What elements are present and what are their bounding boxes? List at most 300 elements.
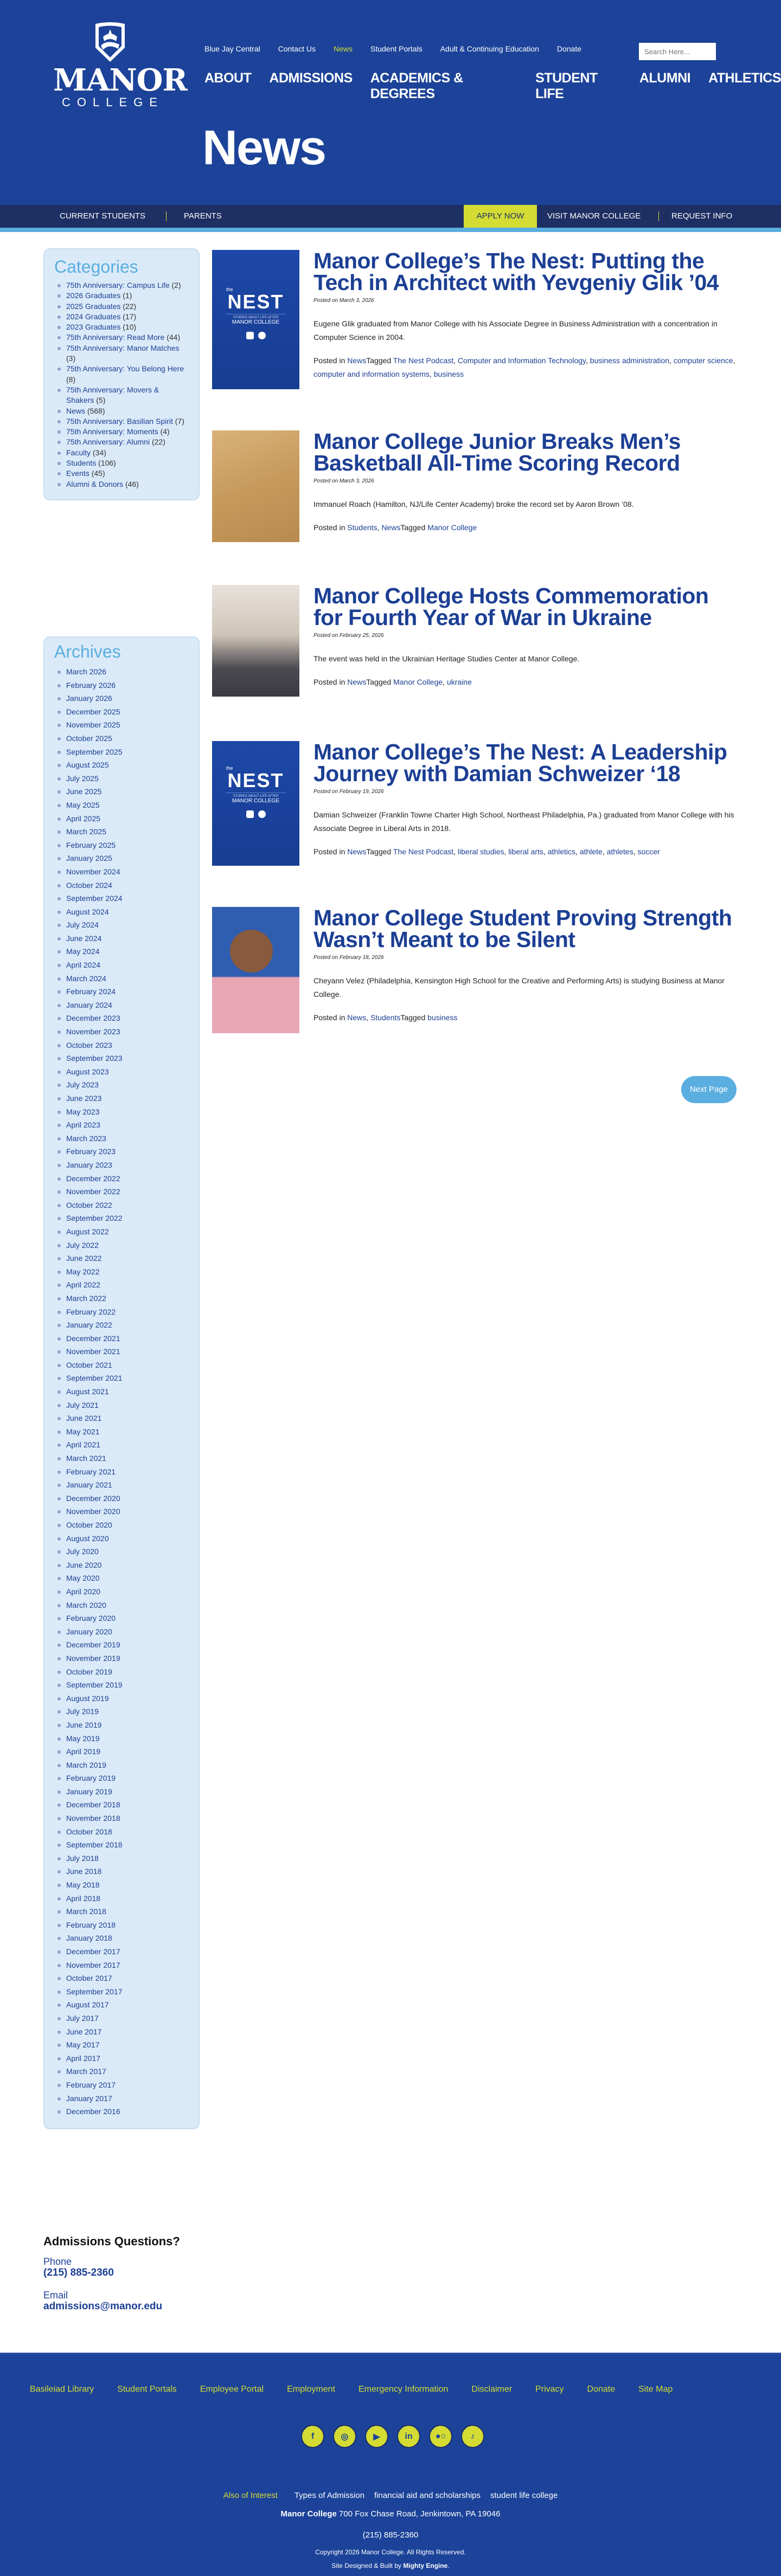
archive-item xyxy=(66,1305,189,1319)
archive-link[interactable]: September 2021 xyxy=(66,1374,123,1383)
youtube-icon[interactable]: ▶ xyxy=(365,2425,388,2448)
archive-item xyxy=(66,1278,189,1292)
archive-link[interactable]: January 2025 xyxy=(66,854,112,863)
tiktok-icon[interactable]: ♪ xyxy=(461,2425,484,2448)
archive-link[interactable]: May 2025 xyxy=(66,800,100,809)
archive-item xyxy=(66,1199,189,1212)
post-body xyxy=(313,741,739,859)
linkedin-icon[interactable]: in xyxy=(397,2425,420,2448)
archive-link[interactable]: May 2023 xyxy=(66,1107,100,1116)
archive-item xyxy=(66,745,189,759)
category-link[interactable]: 75th Anniversary: Read More xyxy=(66,333,165,342)
archive-item xyxy=(66,1412,189,1425)
post-title[interactable]: Manor College’s The Nest: Putting the Tech in Architect with Yevgeniy Glik ’04 xyxy=(313,248,719,295)
archive-link[interactable]: March 2021 xyxy=(66,1454,106,1463)
post-title[interactable]: Manor College Student Proving Strength Wasn’t Meant to be Silent xyxy=(313,905,732,952)
post-excerpt: The event was held in the Ukrainian Heritage Studies Center at Manor College. xyxy=(313,654,580,663)
archive-item xyxy=(66,1039,189,1052)
archive-link[interactable]: September 2023 xyxy=(66,1054,123,1063)
archive-link[interactable]: August 2024 xyxy=(66,907,109,916)
utility-nav xyxy=(204,44,599,53)
facebook-icon[interactable]: f xyxy=(301,2425,324,2448)
archive-link[interactable]: April 2023 xyxy=(66,1120,101,1130)
archive-link[interactable]: March 2022 xyxy=(66,1293,106,1303)
archive-link[interactable]: May 2020 xyxy=(66,1574,100,1583)
post-excerpt: Eugene Glik graduated from Manor College with his Associate Degree in Business Administration with a concentration in Computer Science in 2004. xyxy=(313,319,718,342)
post-category-link[interactable]: News xyxy=(347,847,367,856)
archive-item xyxy=(66,1852,189,1865)
category-link[interactable]: 75th Anniversary: Campus Life xyxy=(66,281,170,289)
post-tag-link[interactable]: Manor College xyxy=(427,523,477,532)
credit xyxy=(0,2562,781,2569)
category-link[interactable]: Students xyxy=(66,459,97,468)
archive-link[interactable]: June 2017 xyxy=(66,2027,102,2036)
category-item xyxy=(66,301,189,312)
utility-link[interactable]: News xyxy=(333,44,353,53)
archive-link[interactable]: January 2017 xyxy=(66,2094,112,2103)
archive-link[interactable]: January 2026 xyxy=(66,694,112,703)
main-nav-item[interactable]: ALUMNI xyxy=(639,70,691,86)
archive-item xyxy=(66,1012,189,1025)
archive-item xyxy=(66,812,189,826)
footer-link[interactable]: Privacy xyxy=(535,2385,564,2394)
post-category-link[interactable]: News xyxy=(347,678,367,686)
post-title[interactable]: Manor College Junior Breaks Men’s Basketball All-Time Scoring Record xyxy=(313,429,681,475)
archive-link[interactable]: May 2022 xyxy=(66,1267,100,1276)
copyright: Copyright 2026 Manor College. All Rights Reserved. xyxy=(315,2548,466,2556)
archive-item xyxy=(66,1931,189,1945)
archive-link[interactable]: October 2023 xyxy=(66,1040,112,1049)
parents-link[interactable]: PARENTS xyxy=(184,211,222,221)
archive-link[interactable]: November 2019 xyxy=(66,1653,120,1663)
post-title[interactable]: Manor College’s The Nest: A Leadership Journey with Damian Schweizer ‘18 xyxy=(313,739,727,786)
archive-link[interactable]: July 2025 xyxy=(66,774,99,783)
archive-link[interactable]: September 2022 xyxy=(66,1214,123,1223)
archive-link[interactable]: August 2020 xyxy=(66,1534,109,1543)
post-thumbnail[interactable] xyxy=(212,907,299,1033)
archive-link[interactable]: February 2020 xyxy=(66,1614,116,1623)
category-link[interactable]: 2025 Graduates xyxy=(66,301,121,311)
spotify-icon xyxy=(258,810,266,818)
archive-link[interactable]: August 2025 xyxy=(66,761,109,770)
instagram-icon[interactable]: ◎ xyxy=(333,2425,356,2448)
archive-link[interactable]: July 2020 xyxy=(66,1547,99,1556)
archive-link[interactable]: June 2023 xyxy=(66,1094,102,1103)
post-thumbnail[interactable] xyxy=(212,430,299,542)
archive-link[interactable]: October 2019 xyxy=(66,1667,112,1676)
archive-item xyxy=(66,1812,189,1825)
footer-link[interactable]: Disclaimer xyxy=(471,2385,513,2394)
archive-item xyxy=(66,1345,189,1358)
archive-item xyxy=(66,958,189,972)
footer-link[interactable]: Donate xyxy=(587,2385,616,2394)
archive-link[interactable]: September 2017 xyxy=(66,1987,123,1996)
archive-link[interactable]: June 2018 xyxy=(66,1867,102,1876)
archive-link[interactable]: June 2025 xyxy=(66,787,102,796)
main-nav-item[interactable]: ADMISSIONS xyxy=(269,70,353,86)
category-link[interactable]: 75th Anniversary: Moments xyxy=(66,427,158,436)
category-count: (34) xyxy=(93,448,106,457)
logo-subtitle: COLLEGE xyxy=(62,95,164,109)
archive-link[interactable]: January 2024 xyxy=(66,1000,112,1009)
footer-link[interactable]: Employment xyxy=(287,2385,335,2394)
archive-item xyxy=(66,1385,189,1399)
post-category-link[interactable]: News xyxy=(347,356,367,365)
tagged-label: Tagged xyxy=(400,523,428,532)
archive-link[interactable]: December 2017 xyxy=(66,1947,120,1956)
footer-link[interactable]: Emergency Information xyxy=(359,2385,449,2394)
archive-link[interactable]: November 2023 xyxy=(66,1027,120,1036)
post-thumbnail[interactable] xyxy=(212,585,299,697)
archive-link[interactable]: August 2023 xyxy=(66,1067,109,1076)
archive-item xyxy=(66,758,189,772)
archive-item xyxy=(66,679,189,692)
archive-link[interactable]: November 2024 xyxy=(66,867,120,876)
category-link[interactable]: Events xyxy=(66,469,89,478)
archive-item xyxy=(66,2025,189,2039)
category-link[interactable]: News xyxy=(66,406,86,415)
archive-item xyxy=(66,2052,189,2065)
archive-link[interactable]: March 2019 xyxy=(66,1760,106,1769)
archive-link[interactable]: March 2026 xyxy=(66,667,106,676)
archive-item xyxy=(66,1478,189,1492)
archive-item xyxy=(66,918,189,932)
archive-item xyxy=(66,1959,189,1972)
archive-item xyxy=(66,1425,189,1439)
main-nav-item[interactable]: ATHLETICS xyxy=(708,70,781,86)
archive-link[interactable]: July 2018 xyxy=(66,1853,99,1863)
podcast-icons xyxy=(212,810,299,818)
archive-link[interactable]: February 2017 xyxy=(66,2080,116,2089)
archive-link[interactable]: December 2023 xyxy=(66,1014,120,1023)
post-title[interactable]: Manor College Hosts Commemoration for Fourth Year of War in Ukraine xyxy=(313,583,709,630)
archive-item xyxy=(66,1239,189,1252)
post-tag-link[interactable]: soccer xyxy=(637,847,660,856)
archive-link[interactable]: December 2016 xyxy=(66,2107,120,2116)
post-tag-link[interactable]: Computer and Information Technology xyxy=(457,356,586,365)
archive-item xyxy=(66,1492,189,1505)
archive-link[interactable]: October 2018 xyxy=(66,1827,112,1836)
category-count: (2) xyxy=(171,281,181,289)
nest-the: the xyxy=(226,765,233,771)
archive-link[interactable]: April 2017 xyxy=(66,2053,101,2063)
archive-link[interactable]: January 2023 xyxy=(66,1160,112,1169)
archive-link[interactable]: July 2022 xyxy=(66,1240,99,1250)
phone-link[interactable]: (215) 885-2360 xyxy=(43,2267,114,2278)
post-thumbnail[interactable] xyxy=(212,741,299,866)
utility-link[interactable]: Blue Jay Central xyxy=(204,44,260,53)
category-count: (44) xyxy=(167,333,181,342)
archive-link[interactable]: December 2020 xyxy=(66,1493,120,1503)
archive-item xyxy=(66,1185,189,1199)
category-link[interactable]: 75th Anniversary: Manor Matches xyxy=(66,343,180,352)
archive-item xyxy=(66,1825,189,1839)
archive-link[interactable]: January 2019 xyxy=(66,1787,112,1796)
archive-link[interactable]: October 2025 xyxy=(66,733,112,743)
category-item xyxy=(66,332,189,343)
posted-in-label: Posted in xyxy=(313,847,348,856)
credit-link[interactable]: Mighty Engine xyxy=(403,2562,448,2569)
category-item xyxy=(66,280,189,291)
post-tag-link[interactable]: business administration xyxy=(590,356,670,365)
post-tag-link[interactable]: liberal studies xyxy=(457,847,504,856)
archive-link[interactable]: October 2020 xyxy=(66,1521,112,1529)
category-item xyxy=(66,291,189,301)
post-tag-link[interactable]: The Nest Podcast xyxy=(393,356,454,365)
category-item xyxy=(66,437,189,447)
archive-link[interactable]: March 2018 xyxy=(66,1907,106,1916)
footer-link[interactable]: Basileiad Library xyxy=(30,2385,94,2394)
archive-item xyxy=(66,1838,189,1852)
category-item xyxy=(66,385,189,406)
post-tag-link[interactable]: computer and information systems xyxy=(313,370,430,378)
archive-link[interactable]: February 2018 xyxy=(66,1920,116,1929)
utility-link[interactable]: Contact Us xyxy=(278,44,316,53)
archive-link[interactable]: February 2023 xyxy=(66,1147,116,1156)
post-tag-link[interactable]: The Nest Podcast xyxy=(393,847,454,856)
archive-link[interactable]: January 2020 xyxy=(66,1627,112,1636)
archive-link[interactable]: May 2019 xyxy=(66,1734,100,1743)
archive-link[interactable]: April 2021 xyxy=(66,1440,101,1450)
post-tag-link[interactable]: athlete xyxy=(579,847,603,856)
archive-item xyxy=(66,1452,189,1465)
categories-widget xyxy=(43,248,200,500)
request-info-link[interactable]: REQUEST INFO xyxy=(671,211,733,221)
category-link[interactable]: 75th Anniversary: Movers & Shakers xyxy=(66,385,159,405)
archive-link[interactable]: June 2024 xyxy=(66,933,102,943)
archive-link[interactable]: May 2024 xyxy=(66,947,100,956)
archive-item xyxy=(66,1078,189,1092)
archive-item xyxy=(66,1865,189,1878)
archive-item xyxy=(66,1438,189,1452)
credit-suffix: . xyxy=(447,2562,450,2569)
apply-now-button[interactable]: APPLY NOW xyxy=(464,205,537,228)
category-count: (4) xyxy=(160,427,170,436)
archive-link[interactable]: June 2020 xyxy=(66,1560,102,1569)
archive-link[interactable]: September 2025 xyxy=(66,747,123,756)
archive-link[interactable]: July 2024 xyxy=(66,920,99,930)
category-item xyxy=(66,416,189,427)
archive-item xyxy=(66,1705,189,1718)
archive-item xyxy=(66,1132,189,1145)
footer-link[interactable]: Site Map xyxy=(638,2385,673,2394)
post-tag-link[interactable]: ukraine xyxy=(446,678,472,686)
admissions-contact xyxy=(43,2234,180,2323)
visit-link[interactable]: VISIT MANOR COLLEGE xyxy=(547,211,641,221)
utility-link[interactable]: Adult & Continuing Education xyxy=(440,44,539,53)
archive-link[interactable]: September 2018 xyxy=(66,1840,123,1850)
footer-link[interactable]: Employee Portal xyxy=(200,2385,264,2394)
post-tag-link[interactable]: computer science xyxy=(673,356,733,365)
email-link[interactable]: admissions@manor.edu xyxy=(43,2301,163,2312)
post-category-link[interactable]: Students xyxy=(370,1013,401,1022)
archive-link[interactable]: April 2024 xyxy=(66,961,101,970)
archive-item xyxy=(66,1025,189,1039)
archive-link[interactable]: November 2020 xyxy=(66,1507,120,1516)
archive-link[interactable]: June 2019 xyxy=(66,1720,102,1729)
archive-link[interactable]: December 2025 xyxy=(66,707,120,716)
archive-link[interactable]: July 2023 xyxy=(66,1080,99,1090)
category-link[interactable]: 75th Anniversary: Basilian Spirit xyxy=(66,416,173,426)
post-tag-link[interactable]: athletes xyxy=(606,847,633,856)
archive-link[interactable]: November 2017 xyxy=(66,1960,120,1969)
utility-link[interactable]: Student Portals xyxy=(370,44,422,53)
main-nav-item[interactable]: STUDENT LIFE xyxy=(535,70,598,101)
archive-item xyxy=(66,2065,189,2078)
archive-link[interactable]: August 2021 xyxy=(66,1387,109,1396)
archive-link[interactable]: April 2022 xyxy=(66,1280,101,1290)
main-nav-item[interactable]: ABOUT xyxy=(204,70,252,86)
archive-link[interactable]: February 2026 xyxy=(66,680,116,690)
archive-item xyxy=(66,1252,189,1265)
archive-link[interactable]: March 2017 xyxy=(66,2067,106,2076)
archive-link[interactable]: November 2018 xyxy=(66,1814,120,1823)
spotify-icon xyxy=(258,332,266,339)
archive-link[interactable]: February 2025 xyxy=(66,840,116,849)
archive-link[interactable]: December 2022 xyxy=(66,1174,120,1183)
archive-item xyxy=(66,718,189,732)
event-photo xyxy=(212,585,299,697)
archive-link[interactable]: January 2021 xyxy=(66,1480,112,1490)
archive-item xyxy=(66,1759,189,1772)
post-tag-link[interactable]: Manor College xyxy=(393,678,443,686)
archive-link[interactable]: April 2019 xyxy=(66,1747,101,1756)
credit-prefix: Site Designed & Built by xyxy=(331,2562,404,2569)
also-of-interest-label: Also of Interest xyxy=(223,2491,278,2500)
post-taxonomy: Posted in NewsTagged The Nest Podcast, Computer and Information Technology, business administration, computer science, computer and information systems, business xyxy=(313,356,735,378)
archive-link[interactable]: February 2021 xyxy=(66,1467,116,1476)
categories-list xyxy=(54,280,189,490)
archive-link[interactable]: October 2021 xyxy=(66,1360,112,1369)
archive-item xyxy=(66,1212,189,1225)
category-link[interactable]: Faculty xyxy=(66,448,91,457)
archive-item xyxy=(66,1225,189,1239)
post-category-link[interactable]: Students xyxy=(347,523,377,532)
next-page-button[interactable]: Next Page xyxy=(681,1076,737,1103)
archive-link[interactable]: February 2022 xyxy=(66,1307,116,1316)
archive-link[interactable]: April 2018 xyxy=(66,1894,101,1903)
archive-link[interactable]: July 2019 xyxy=(66,1707,99,1716)
archive-item xyxy=(66,839,189,852)
category-count: (3) xyxy=(66,354,76,363)
interest-link[interactable]: student life college xyxy=(490,2491,558,2500)
archive-link[interactable]: May 2021 xyxy=(66,1427,100,1436)
post-tag-link[interactable]: business xyxy=(433,370,464,378)
flickr-icon[interactable]: ●○ xyxy=(429,2425,452,2448)
archive-link[interactable]: July 2017 xyxy=(66,2013,99,2023)
archive-link[interactable]: September 2019 xyxy=(66,1680,123,1690)
posted-in-label: Posted in xyxy=(313,678,348,686)
nest-podcast-image xyxy=(212,250,299,389)
archive-link[interactable]: May 2018 xyxy=(66,1881,100,1890)
archive-link[interactable]: December 2018 xyxy=(66,1800,120,1809)
archive-item xyxy=(66,1878,189,1892)
archive-link[interactable]: March 2025 xyxy=(66,827,106,836)
post-tag-link[interactable]: liberal arts xyxy=(508,847,543,856)
archive-link[interactable]: February 2019 xyxy=(66,1774,116,1783)
post-category-link[interactable]: News xyxy=(347,1013,367,1022)
post-category-link[interactable]: News xyxy=(381,523,401,532)
archive-link[interactable]: November 2021 xyxy=(66,1347,120,1356)
footer-nav xyxy=(30,2385,696,2394)
archive-link[interactable]: September 2024 xyxy=(66,894,123,903)
archive-item xyxy=(66,1465,189,1479)
archive-link[interactable]: December 2019 xyxy=(66,1640,120,1650)
search-input[interactable] xyxy=(639,43,716,60)
archive-link[interactable]: November 2022 xyxy=(66,1187,120,1196)
category-link[interactable]: 2024 Graduates xyxy=(66,312,121,321)
archive-item xyxy=(66,985,189,999)
archive-link[interactable]: January 2022 xyxy=(66,1321,112,1330)
category-item xyxy=(66,343,189,364)
category-link[interactable]: Alumni & Donors xyxy=(66,479,124,488)
archive-item xyxy=(66,732,189,745)
archive-link[interactable]: April 2025 xyxy=(66,814,101,823)
archive-item xyxy=(66,1585,189,1599)
post-tag-link[interactable]: business xyxy=(427,1013,458,1022)
current-students-link[interactable]: CURRENT STUDENTS xyxy=(60,211,146,221)
archive-link[interactable]: June 2021 xyxy=(66,1414,102,1423)
archive-link[interactable]: March 2023 xyxy=(66,1134,106,1143)
utility-link[interactable]: Donate xyxy=(556,44,581,53)
footer-link[interactable]: Student Portals xyxy=(117,2385,177,2394)
archive-link[interactable]: October 2024 xyxy=(66,880,112,890)
posted-in-label: Posted in xyxy=(313,523,348,532)
archive-link[interactable]: April 2020 xyxy=(66,1587,101,1596)
archive-link[interactable]: March 2024 xyxy=(66,974,106,983)
archive-link[interactable]: October 2017 xyxy=(66,1974,112,1983)
archive-link[interactable]: July 2021 xyxy=(66,1400,99,1409)
archive-item xyxy=(66,852,189,865)
archive-link[interactable]: August 2022 xyxy=(66,1227,109,1236)
category-count: (45) xyxy=(91,469,105,478)
category-link[interactable]: 2023 Graduates xyxy=(66,323,121,332)
site-logo[interactable] xyxy=(53,21,187,110)
archive-link[interactable]: May 2017 xyxy=(66,2040,100,2050)
archive-link[interactable]: December 2021 xyxy=(66,1334,120,1343)
main-nav-item[interactable]: ACADEMICS & DEGREES xyxy=(370,70,463,101)
interest-link[interactable]: financial aid and scholarships xyxy=(374,2491,481,2500)
archive-link[interactable]: March 2020 xyxy=(66,1600,106,1609)
archive-link[interactable]: August 2017 xyxy=(66,2000,109,2010)
archive-item xyxy=(66,2092,189,2105)
archive-item xyxy=(66,1158,189,1172)
post-tag-link[interactable]: athletics xyxy=(547,847,576,856)
archive-link[interactable]: August 2019 xyxy=(66,1693,109,1703)
category-link[interactable]: 2026 Graduates xyxy=(66,291,121,300)
archive-link[interactable]: January 2018 xyxy=(66,1934,112,1943)
archive-link[interactable]: October 2022 xyxy=(66,1200,112,1209)
divider xyxy=(658,211,659,221)
post-taxonomy: Posted in NewsTagged Manor College, ukraine xyxy=(313,678,472,686)
archive-link[interactable]: November 2025 xyxy=(66,720,120,730)
archive-item xyxy=(66,1371,189,1385)
category-link[interactable]: 75th Anniversary: Alumni xyxy=(66,437,150,447)
archive-item xyxy=(66,892,189,905)
archive-link[interactable]: June 2022 xyxy=(66,1254,102,1263)
category-link[interactable]: 75th Anniversary: You Belong Here xyxy=(66,364,184,373)
archives-list xyxy=(54,665,189,2118)
footer-phone[interactable]: (215) 885-2360 xyxy=(362,2530,419,2540)
category-count: (22) xyxy=(123,301,137,311)
category-count: (46) xyxy=(125,479,139,488)
interest-link[interactable]: Types of Admission xyxy=(294,2491,365,2500)
archives-heading: Archives xyxy=(54,642,121,661)
posted-in-label: Posted in xyxy=(313,1013,348,1022)
nest-podcast-image xyxy=(212,741,299,866)
post-thumbnail[interactable] xyxy=(212,250,299,389)
archive-link[interactable]: February 2024 xyxy=(66,987,116,996)
